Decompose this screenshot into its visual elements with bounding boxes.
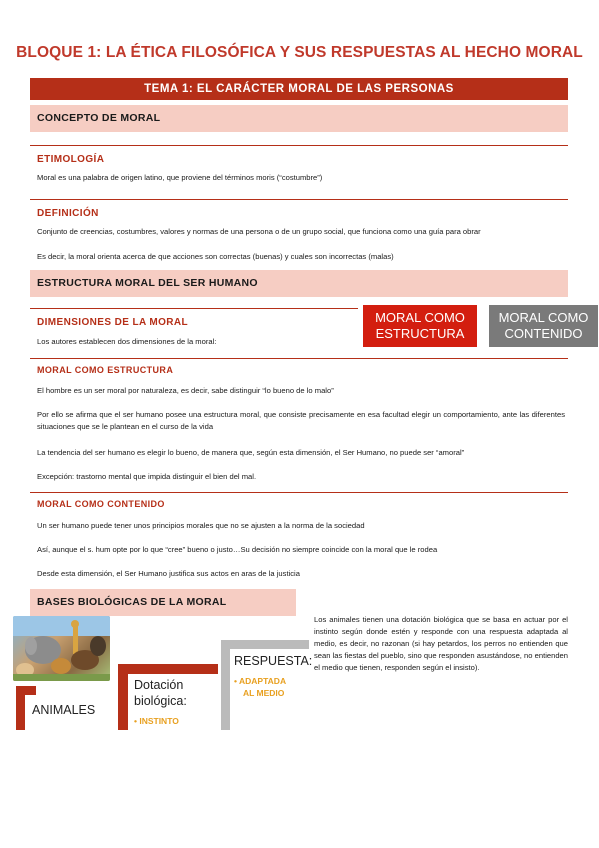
etimologia-heading: ETIMOLOGÍA — [30, 145, 568, 165]
animales-label: ANIMALES — [32, 703, 96, 717]
moral-estructura-text-2: Por ello se afirma que el ser humano posee una estructura moral, que consiste precisamente en esa facultad elegir un comportamiento, ante las diferentes situaciones que se le plantean en el curso de la vida — [37, 410, 565, 431]
adaptada-bullet-1: • ADAPTADA — [234, 676, 287, 686]
bases-text: Los animales tienen una dotación biológica que se basa en actuar por el instinto según donde estén y responde con una respuesta adaptada al medio, es decir, no razonan (si hay petardos, los perros no entienden que sean las fiestas del pueblo, sino que responden asustándose, no entienden el medio que tienen, responden según el insisto). — [314, 615, 568, 672]
moral-estructura-text-4: Excepción: trastorno mental que impida distinguir el bien del mal. — [37, 472, 257, 481]
moral-estructura-text-1: El hombre es un ser moral por naturaleza, es decir, sabe distinguir “lo bueno de lo malo” — [37, 386, 334, 395]
definicion-text-2: Es decir, la moral orienta acerca de que acciones son correctas (buenas) y cuales son incorrectas (malas) — [37, 252, 394, 261]
tema-bar: TEMA 1: EL CARÁCTER MORAL DE LAS PERSONAS — [30, 78, 568, 100]
moral-contenido-text-3: Desde esta dimensión, el Ser Humano justifica sus actos en aras de la justicia — [37, 569, 300, 578]
dimensiones-heading: DIMENSIONES DE LA MORAL — [30, 308, 358, 328]
section-concepto-heading: CONCEPTO DE MORAL — [30, 105, 568, 132]
moral-estructura-text-3: La tendencia del ser humano es elegir lo bueno, de manera que, según esta dimensión, el Ser Humano, no puede ser “amoral” — [37, 448, 465, 457]
page-title: BLOQUE 1: LA ÉTICA FILOSÓFICA Y SUS RESPUESTAS AL HECHO MORAL — [16, 44, 583, 61]
definicion-text-1: Conjunto de creencias, costumbres, valores y normas de una persona o de un grupo social, que funciona como una guía para obrar — [37, 227, 481, 236]
section-estructura-heading: ESTRUCTURA MORAL DEL SER HUMANO — [30, 270, 568, 297]
dimensiones-text: Los autores establecen dos dimensiones de la moral: — [37, 337, 217, 346]
definicion-heading: DEFINICIÓN — [30, 199, 568, 219]
moral-estructura-heading: MORAL COMO ESTRUCTURA — [30, 358, 568, 375]
moral-contenido-text-2: Así, aunque el s. hum opte por lo que “cree” bueno o justo…Su decisión no siempre coincide con la moral que le rodea — [37, 545, 438, 554]
instinto-bullet: • INSTINTO — [134, 716, 179, 726]
respuesta-label: RESPUESTA: — [234, 654, 313, 668]
animals-image — [13, 616, 110, 681]
dotacion-label-2: biológica: — [134, 694, 187, 708]
moral-contenido-heading: MORAL COMO CONTENIDO — [30, 492, 568, 509]
moral-contenido-box: MORAL COMO CONTENIDO — [489, 305, 598, 347]
adaptada-bullet-2: AL MEDIO — [243, 688, 285, 698]
moral-estructura-box: MORAL COMO ESTRUCTURA — [363, 305, 477, 347]
moral-contenido-text-1: Un ser humano puede tener unos principios morales que no se ajusten a la norma de la sociedad — [37, 521, 365, 530]
etimologia-text: Moral es una palabra de origen latino, que proviene del términos moris (“costumbre”) — [37, 173, 323, 182]
dotacion-label-1: Dotación — [134, 678, 184, 692]
section-bases-heading: BASES BIOLÓGICAS DE LA MORAL — [30, 589, 296, 616]
